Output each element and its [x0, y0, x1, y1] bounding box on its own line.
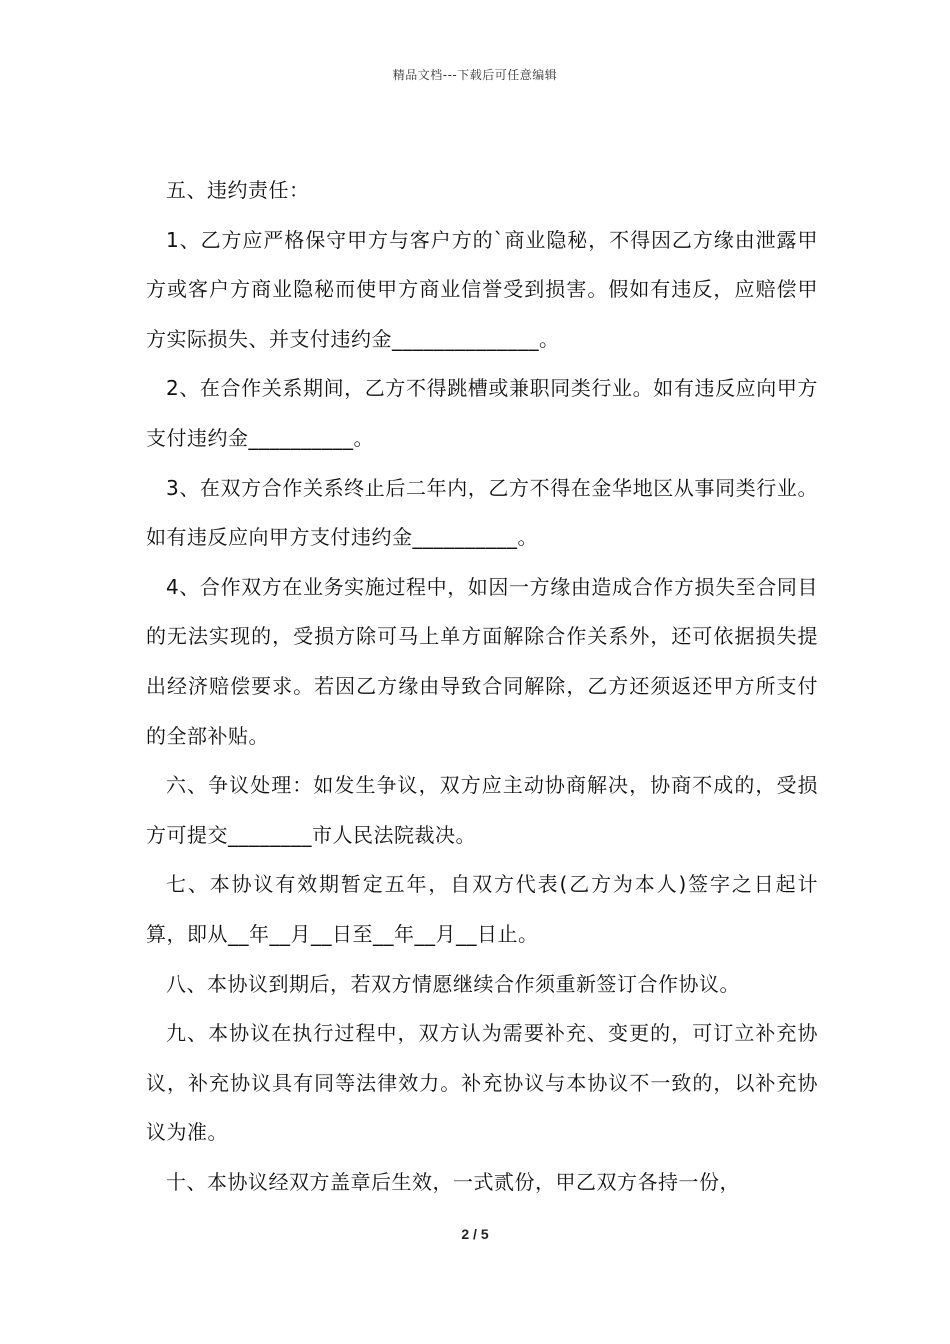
section-10-effect: 十、本协议经双方盖章后生效，一式贰份，甲乙双方各持一份， — [166, 1169, 740, 1194]
clause-5-4: 4、合作双方在业务实施过程中，如因一方缘由造成合作方损失至合同目的无法实现的，受损方除可马上单方面解除合作关系外，还可依据损失提出经济赔偿要求。若因乙方缘由导致合同解除，乙方还须返还甲方所支付的全部补贴。 — [146, 574, 818, 748]
section-6-dispute: 六、争议处理：如发生争议，双方应主动协商解决，协商不成的，受损方可提交________市人民法院裁决。 — [146, 773, 818, 847]
page-number: 2 / 5 — [461, 1226, 489, 1242]
clause-5-2: 2、在合作关系期间，乙方不得跳槽或兼职同类行业。如有违反应向甲方支付违约金__________。 — [146, 376, 818, 450]
section-5-heading: 五、违约责任： — [166, 178, 310, 202]
clause-5-1: 1、乙方应严格保守甲方与客户方的`商业隐秘，不得因乙方缘由泄露甲方或客户方商业隐秘而使甲方商业信誉受到损害。假如有违反，应赔偿甲方实际损失、并支付违约金______________。 — [146, 227, 818, 351]
clause-5-3: 3、在双方合作关系终止后二年内，乙方不得在金华地区从事同类行业。如有违反应向甲方支付违约金__________。 — [146, 475, 818, 550]
section-7-term: 七、本协议有效期暂定五年，自双方代表(乙方为本人)签字之日起计算，即从__年__月__日至__年__月__日止。 — [146, 872, 818, 946]
document-body — [146, 166, 818, 1207]
section-9-amendment: 九、本协议在执行过程中，双方认为需要补充、变更的，可订立补充协议，补充协议具有同等法律效力。补充协议与本协议不一致的，以补充协议为准。 — [146, 1021, 818, 1145]
section-8-renewal: 八、本协议到期后，若双方情愿继续合作须重新签订合作协议。 — [166, 971, 740, 996]
page-header: 精品文档---下载后可任意编辑 — [392, 68, 558, 82]
